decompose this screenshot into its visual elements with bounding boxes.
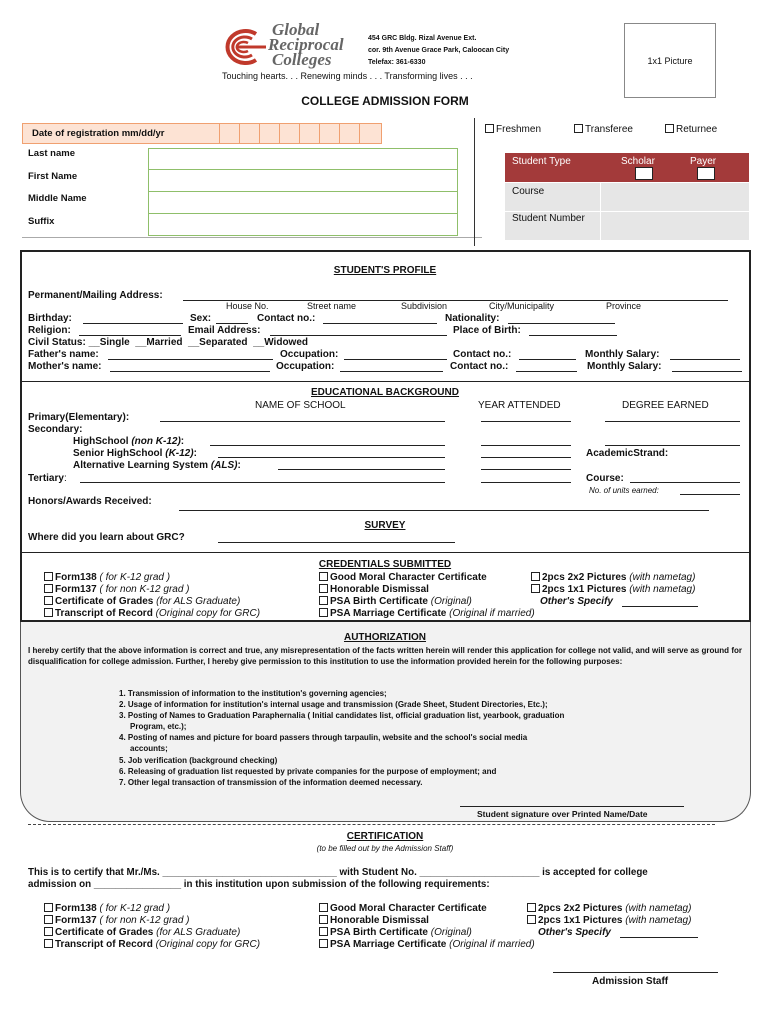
req-form138[interactable]: Form138 ( for K-12 grad ) (44, 903, 170, 914)
cred-grades[interactable]: Certificate of Grades (for ALS Graduate) (44, 596, 240, 607)
2x2-checkbox[interactable] (531, 572, 540, 581)
picture-label: 1x1 Picture (647, 56, 693, 66)
req-form137[interactable]: Form137 ( for non K-12 grad ) (44, 915, 190, 926)
sex-label: Sex: (190, 313, 212, 324)
shs-year-input[interactable] (481, 457, 571, 458)
email-input[interactable] (270, 335, 447, 336)
date-cell[interactable] (239, 124, 259, 143)
email-label: Email Address: (188, 325, 261, 336)
freshmen-option[interactable]: Freshmen (485, 124, 541, 135)
sex-input[interactable] (216, 323, 248, 324)
req-2x2-checkbox[interactable] (527, 903, 536, 912)
date-cell[interactable] (219, 124, 239, 143)
cut-line (28, 824, 715, 825)
returnee-checkbox[interactable] (665, 124, 674, 133)
psa-marriage-checkbox[interactable] (319, 608, 328, 617)
last-name-input[interactable] (148, 148, 458, 170)
credentials-title: CREDENTIALS SUBMITTED (318, 559, 452, 570)
scholar-label: Scholar (621, 156, 655, 167)
honors-label: Honors/Awards Received: (28, 496, 152, 507)
mother-occupation-label: Occupation: (276, 361, 335, 372)
honorable-checkbox[interactable] (319, 584, 328, 593)
address-province: Province (606, 301, 642, 311)
req-form137-checkbox[interactable] (44, 915, 53, 924)
course-edu-label: Course: (586, 473, 624, 484)
student-signature-input[interactable] (460, 806, 684, 807)
father-label: Father's name: (28, 349, 99, 360)
contact-input[interactable] (323, 323, 437, 324)
contact-label: Contact no.: (257, 313, 316, 324)
date-of-registration-row (22, 123, 382, 144)
certification-line-1: This is to certify that Mr./Ms. ________________________________ with Student No. ______________________ is accepted for college (28, 867, 648, 878)
col-year: YEAR ATTENDED (478, 400, 561, 411)
first-name-label: First Name (28, 171, 78, 182)
father-salary-label: Monthly Salary: (585, 349, 660, 360)
others-input[interactable] (622, 606, 698, 607)
1x1-checkbox[interactable] (531, 584, 540, 593)
certification-line-2: admission on ________________ in this institution upon submission of the following requirements: (28, 879, 490, 890)
als-year-input[interactable] (481, 469, 571, 470)
address-label: Permanent/Mailing Address: (28, 290, 163, 301)
mother-occupation-input[interactable] (340, 371, 443, 372)
birthday-input[interactable] (83, 323, 183, 324)
profile-title: STUDENT'S PROFILE (333, 265, 437, 276)
last-name-label: Last name (28, 148, 75, 159)
primary-label: Primary(Elementary): (28, 412, 130, 423)
req-good-moral-checkbox[interactable] (319, 903, 328, 912)
strand-label: AcademicStrand: (586, 448, 669, 459)
highschool-school-input[interactable] (210, 445, 445, 446)
address-house-no: House No. (226, 301, 269, 311)
secondary-label: Secondary: (28, 424, 83, 435)
transferee-option[interactable]: Transferee (574, 124, 633, 135)
date-cell[interactable] (279, 124, 299, 143)
mother-salary-input[interactable] (672, 371, 742, 372)
mother-label: Mother's name: (28, 361, 102, 372)
telefax: Telefax: 361-6330 (368, 59, 426, 66)
logo-line-2: Reciprocal (268, 35, 344, 54)
auth-item-5: 5. Job verification (background checking) (119, 755, 278, 765)
father-contact-label: Contact no.: (453, 349, 512, 360)
col-degree: DEGREE EARNED (622, 400, 709, 411)
form-title: COLLEGE ADMISSION FORM (301, 94, 469, 108)
cred-form138[interactable]: Form138 ( for K-12 grad ) (44, 572, 170, 583)
req-2x2[interactable]: 2pcs 2x2 Pictures (with nametag) (527, 903, 691, 914)
auth-item-4b: accounts; (130, 744, 168, 754)
course-label: Course (512, 186, 545, 197)
good-moral-checkbox[interactable] (319, 572, 328, 581)
req-tor-checkbox[interactable] (44, 939, 53, 948)
nationality-label: Nationality: (445, 313, 500, 324)
course-row[interactable] (505, 182, 749, 211)
date-label: Date of registration mm/dd/yr (32, 128, 165, 139)
admission-staff-signature[interactable] (553, 972, 718, 973)
req-psa-marriage-checkbox[interactable] (319, 939, 328, 948)
primary-school-input[interactable] (160, 421, 445, 422)
student-type-row (505, 153, 749, 182)
father-salary-input[interactable] (670, 359, 740, 360)
payer-label: Payer (690, 156, 717, 167)
date-cell[interactable] (359, 124, 381, 143)
auth-item-3: 3. Posting of Names to Graduation Paraphernalia ( Initial candidates list, official graduation list, yearbook, graduation (119, 711, 565, 721)
authorization-title: AUTHORIZATION (343, 632, 427, 643)
cred-others: Other's Specify (540, 596, 613, 607)
req-good-moral[interactable]: Good Moral Character Certificate (319, 903, 487, 914)
col-school: NAME OF SCHOOL (255, 400, 346, 411)
req-1x1[interactable]: 2pcs 1x1 Pictures (with nametag) (527, 915, 691, 926)
father-occupation-label: Occupation: (280, 349, 339, 360)
student-signature-label: Student signature over Printed Name/Date (477, 809, 648, 819)
units-input[interactable] (680, 494, 740, 495)
course-edu-input[interactable] (630, 482, 740, 483)
als-school-input[interactable] (278, 469, 445, 470)
psa-birth-checkbox[interactable] (319, 596, 328, 605)
father-input[interactable] (108, 359, 273, 360)
admission-staff-label: Admission Staff (592, 976, 669, 987)
cred-psa-birth[interactable]: PSA Birth Certificate (Original) (319, 596, 472, 607)
mother-input[interactable] (110, 371, 270, 372)
student-type-label: Student Type (512, 156, 571, 167)
certification-title: CERTIFICATION (346, 831, 424, 842)
cred-2x2[interactable]: 2pcs 2x2 Pictures (with nametag) (531, 572, 695, 583)
req-psa-marriage[interactable]: PSA Marriage Certificate (Original if married) (319, 939, 535, 950)
transferee-checkbox[interactable] (574, 124, 583, 133)
logo-line-1: Global (272, 20, 320, 39)
birthplace-label: Place of Birth: (453, 325, 521, 336)
als-label: Alternative Learning System (ALS): (73, 460, 241, 471)
civil-status[interactable]: Civil Status: __Single __Married __Separated __Widowed (28, 337, 309, 348)
auth-item-3b: Program, etc.); (130, 722, 187, 732)
cred-psa-marriage[interactable]: PSA Marriage Certificate (Original if married) (319, 608, 535, 619)
father-occupation-input[interactable] (344, 359, 447, 360)
address-line-1: 454 GRC Bldg. Rizal Avenue Ext. (368, 35, 477, 42)
tertiary-school-input[interactable] (80, 482, 445, 483)
auth-item-2: 2. Usage of information for institution's internal usage and transmission (Grade Sheet, Student Directories, Etc.); (119, 700, 548, 710)
auth-item-4: 4. Posting of names and picture for board passers through tarpaulin, website and the school's social media (119, 733, 528, 743)
date-cell[interactable] (259, 124, 279, 143)
mother-salary-label: Monthly Salary: (587, 361, 662, 372)
highschool-year-input[interactable] (481, 445, 571, 446)
req-honorable[interactable]: Honorable Dismissal (319, 915, 429, 926)
cred-1x1[interactable]: 2pcs 1x1 Pictures (with nametag) (531, 584, 695, 595)
req-others-input[interactable] (620, 937, 698, 938)
logo-line-3: Colleges (272, 50, 332, 69)
date-cell[interactable] (299, 124, 319, 143)
grades-checkbox[interactable] (44, 596, 53, 605)
education-title: EDUCATIONAL BACKGROUND (311, 387, 459, 398)
survey-question: Where did you learn about GRC? (28, 532, 185, 543)
address-subdivision: Subdivision (401, 301, 448, 311)
req-psa-birth-checkbox[interactable] (319, 927, 328, 936)
shs-school-input[interactable] (218, 457, 445, 458)
auth-item-6: 6. Releasing of graduation list requested by private companies for the purpose of employment; and (119, 766, 497, 776)
cred-good-moral[interactable]: Good Moral Character Certificate (319, 572, 487, 583)
first-name-input[interactable] (148, 170, 458, 192)
units-label: No. of units earned: (589, 486, 659, 495)
form138-checkbox[interactable] (44, 572, 53, 581)
authorization-text: I hereby certify that the above information is correct and true, any misrepresentation of the facts written herein will render this application for college not valid, and will serve as ground for disqualification for college admission. Further, I hereby give permission to this institution to use the information provided herein for the following purposes: (28, 646, 742, 667)
student-number-row[interactable] (505, 211, 749, 240)
birthday-label: Birthday: (28, 313, 72, 324)
freshmen-checkbox[interactable] (485, 124, 494, 133)
religion-label: Religion: (28, 325, 71, 336)
father-contact-input[interactable] (519, 359, 576, 360)
authorization-list (119, 688, 719, 788)
req-form138-checkbox[interactable] (44, 903, 53, 912)
middle-name-input[interactable] (148, 192, 458, 214)
logo (218, 22, 368, 70)
address-city: City/Municipality (489, 301, 555, 311)
req-honorable-checkbox[interactable] (319, 915, 328, 924)
req-grades[interactable]: Certificate of Grades (for ALS Graduate) (44, 927, 240, 938)
address-street: Street name (307, 301, 357, 311)
birthplace-input[interactable] (529, 335, 617, 336)
religion-input[interactable] (79, 335, 181, 336)
mother-contact-label: Contact no.: (450, 361, 509, 372)
middle-name-label: Middle Name (28, 193, 87, 204)
req-others: Other's Specify (538, 927, 611, 938)
cred-tor[interactable]: Transcript of Record (Original copy for GRC) (44, 608, 260, 619)
tagline: Touching hearts. . . Renewing minds . . . Transforming lives . . . (222, 71, 473, 81)
logo-swirl-icon (218, 26, 268, 68)
address-line-2: cor. 9th Avenue Grace Park, Caloocan City (368, 47, 510, 54)
highschool-label: HighSchool (non K-12): (73, 436, 185, 447)
req-grades-checkbox[interactable] (44, 927, 53, 936)
shs-label: Senior HighSchool (K-12): (73, 448, 197, 459)
form137-checkbox[interactable] (44, 584, 53, 593)
date-cell[interactable] (339, 124, 359, 143)
req-1x1-checkbox[interactable] (527, 915, 536, 924)
student-number-label: Student Number (512, 213, 585, 224)
cred-form137[interactable]: Form137 ( for non K-12 grad ) (44, 584, 190, 595)
cred-honorable[interactable]: Honorable Dismissal (319, 584, 429, 595)
returnee-option[interactable]: Returnee (665, 124, 717, 135)
picture-box (624, 23, 716, 98)
name-block (22, 146, 482, 238)
req-psa-birth[interactable]: PSA Birth Certificate (Original) (319, 927, 472, 938)
date-cell[interactable] (319, 124, 339, 143)
certification-subtitle: (to be filled out by the Admission Staff) (316, 844, 454, 853)
survey-input[interactable] (218, 542, 455, 543)
tertiary-label: Tertiary: (28, 473, 67, 484)
scholar-checkbox[interactable] (635, 167, 653, 180)
vertical-divider (474, 118, 475, 246)
survey-title: SURVEY (364, 520, 406, 531)
tor-checkbox[interactable] (44, 608, 53, 617)
mother-contact-input[interactable] (516, 371, 577, 372)
nationality-input[interactable] (508, 323, 615, 324)
suffix-label: Suffix (28, 216, 55, 227)
primary-degree-input[interactable] (605, 421, 740, 422)
honors-input[interactable] (179, 510, 709, 511)
payer-checkbox[interactable] (697, 167, 715, 180)
auth-item-7: 7. Other legal transaction of transmission of the information deemed necessary. (119, 777, 423, 787)
req-tor[interactable]: Transcript of Record (Original copy for GRC) (44, 939, 260, 950)
auth-item-1: 1. Transmission of information to the institution's governing agencies; (119, 689, 387, 698)
tertiary-year-input[interactable] (481, 482, 571, 483)
highschool-degree-input[interactable] (605, 445, 740, 446)
primary-year-input[interactable] (481, 421, 571, 422)
suffix-input[interactable] (148, 214, 458, 236)
